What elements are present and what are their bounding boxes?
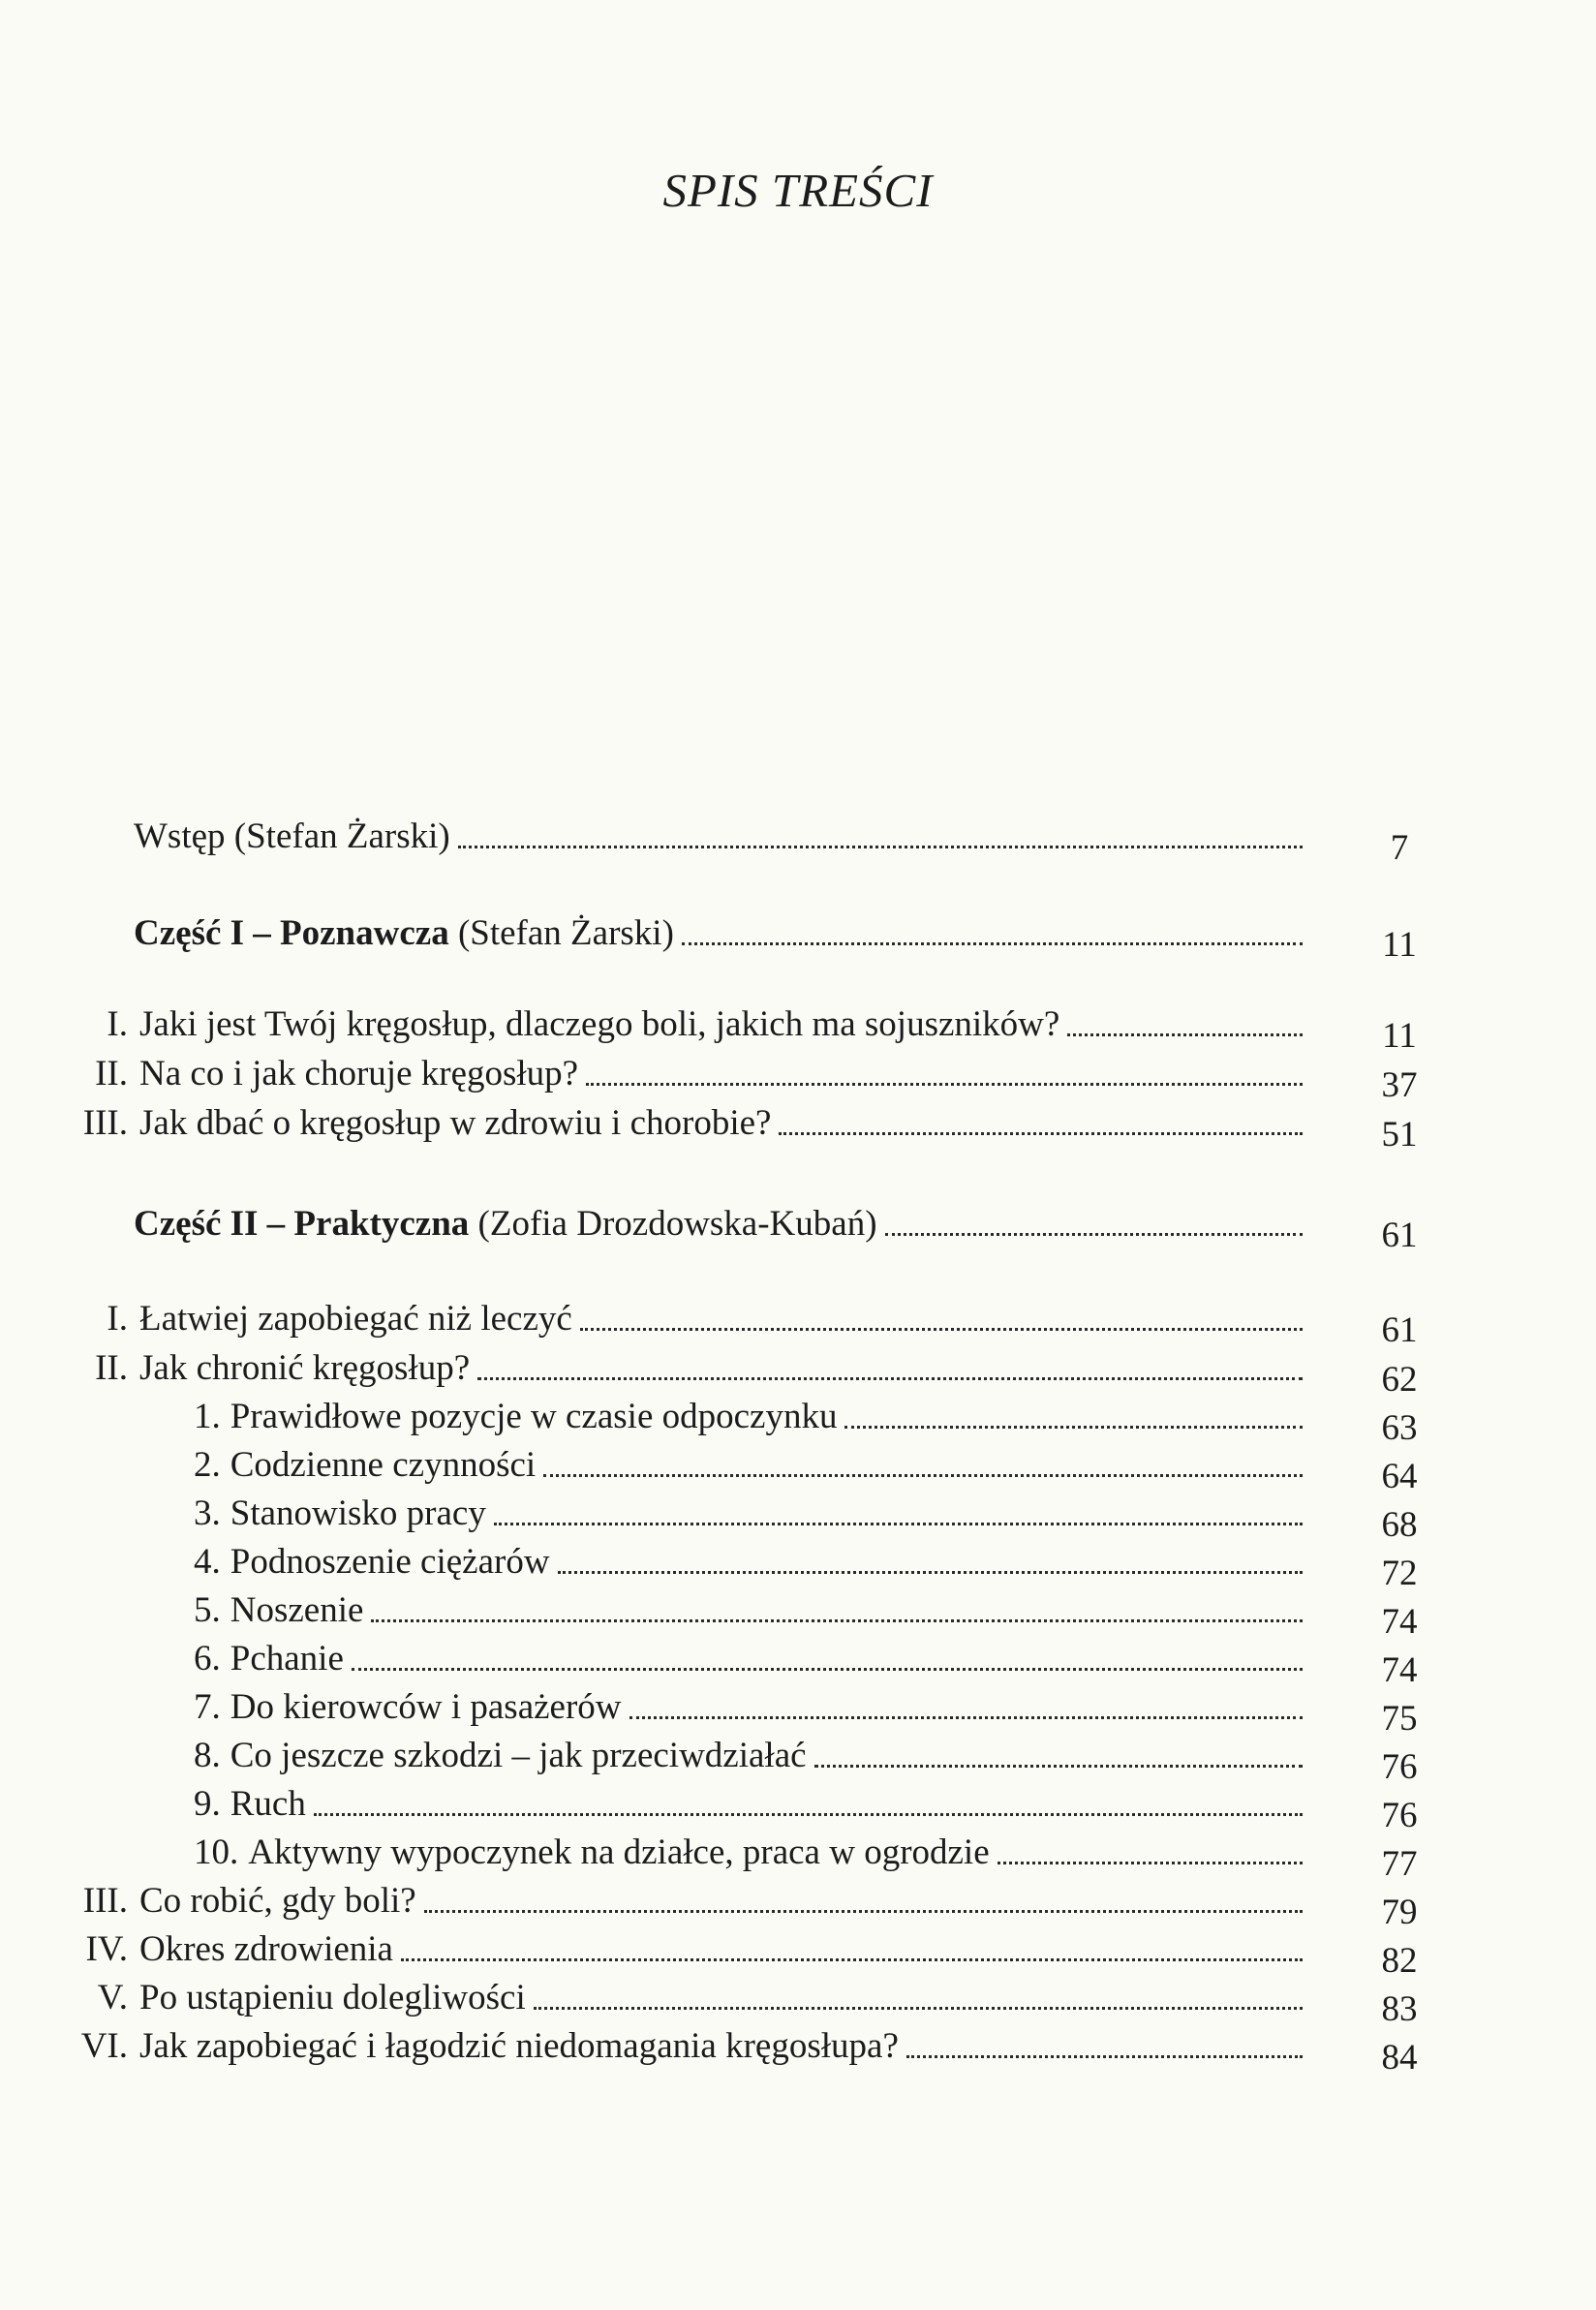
toc-page-number: 84 xyxy=(1381,2038,1418,2078)
toc-entry xyxy=(134,1201,1303,1247)
dot-leader xyxy=(814,1765,1303,1768)
dot-leader xyxy=(458,846,1303,848)
toc-entry-text: Prawidłowe pozycje w czasie odpoczynku xyxy=(230,1397,838,1436)
dot-leader xyxy=(906,2055,1303,2058)
dot-leader xyxy=(543,1474,1303,1477)
dot-leader xyxy=(844,1426,1303,1429)
toc-page-number: 76 xyxy=(1381,1796,1418,1835)
toc-entry-text: Jak zapobiegać i łagodzić niedomagania kręgosłupa? xyxy=(139,2026,899,2066)
dot-leader xyxy=(494,1523,1303,1525)
page-title: SPIS TREŚCI xyxy=(662,164,934,217)
toc-entry-text: Ruch xyxy=(230,1784,306,1824)
toc-entry-text: (Stefan Żarski) xyxy=(448,913,674,953)
toc-entry-title xyxy=(134,814,450,860)
dot-leader xyxy=(558,1571,1303,1574)
dot-leader xyxy=(885,1233,1303,1236)
dot-leader xyxy=(314,1813,1303,1816)
toc-page-number: 64 xyxy=(1381,1457,1418,1496)
toc-entry xyxy=(194,1684,1303,1731)
toc-page-number: 61 xyxy=(1381,1216,1418,1255)
toc-entry-title xyxy=(139,1051,578,1097)
toc-entry-text: Co jeszcze szkodzi – jak przeciwdziałać xyxy=(230,1736,807,1775)
dot-leader xyxy=(401,1958,1303,1961)
toc-entry-text: Na co i jak choruje kręgosłup? xyxy=(139,1054,579,1093)
toc-page-number: 72 xyxy=(1381,1554,1418,1593)
toc-entry-title xyxy=(134,910,674,957)
toc-page-number: 62 xyxy=(1381,1360,1418,1400)
dot-leader xyxy=(779,1132,1303,1135)
toc-entry xyxy=(62,1926,1303,1973)
dot-leader xyxy=(424,1910,1303,1913)
toc-part-label: Część II – Praktyczna xyxy=(134,1204,470,1244)
dot-leader xyxy=(998,1862,1303,1864)
toc-page-number: 83 xyxy=(1381,1989,1418,2029)
dot-leader xyxy=(629,1716,1303,1719)
toc-entry-text: Do kierowców i pasażerów xyxy=(230,1687,622,1727)
toc-page-number: 79 xyxy=(1381,1893,1418,1932)
toc-entry xyxy=(194,1733,1303,1779)
toc-page-number: 37 xyxy=(1381,1065,1418,1105)
dot-leader xyxy=(371,1619,1303,1622)
toc-number: 4. xyxy=(194,1542,221,1582)
toc-entry xyxy=(194,1636,1303,1682)
toc-roman-numeral: VI. xyxy=(80,2026,128,2066)
toc-entry xyxy=(134,910,1303,957)
toc-entry-title xyxy=(230,1733,807,1779)
toc-entry xyxy=(194,1587,1303,1634)
toc-entry-title xyxy=(139,1296,572,1342)
toc-entry-title xyxy=(230,1781,306,1828)
dot-leader xyxy=(586,1083,1303,1086)
toc-entry xyxy=(194,1539,1303,1586)
toc-entry xyxy=(62,1100,1303,1147)
toc-entry-title xyxy=(139,1001,1059,1048)
toc-number: 10. xyxy=(194,1833,239,1872)
toc-roman-numeral: II. xyxy=(95,1348,128,1388)
toc-page-number: 7 xyxy=(1390,828,1409,868)
dot-leader xyxy=(352,1668,1303,1671)
toc-number: 2. xyxy=(194,1445,221,1485)
toc-entry xyxy=(62,1878,1303,1925)
toc-page-number: 51 xyxy=(1381,1115,1418,1155)
toc-entry xyxy=(62,2023,1303,2070)
toc-entry-title xyxy=(248,1830,989,1876)
toc-page-number: 11 xyxy=(1382,1016,1417,1056)
toc-entry xyxy=(134,814,1303,860)
toc-entry-text: Codzienne czynności xyxy=(230,1445,537,1485)
dot-leader xyxy=(534,2007,1303,2010)
toc-entry xyxy=(62,1001,1303,1048)
toc-entry-text: Noszenie xyxy=(230,1590,364,1630)
toc-page-number: 76 xyxy=(1381,1747,1418,1787)
toc-page-number: 61 xyxy=(1381,1310,1418,1350)
toc-entry-title xyxy=(139,1878,416,1925)
dot-leader xyxy=(682,942,1303,945)
toc-entry-text: (Zofia Drozdowska-Kubań) xyxy=(469,1204,877,1244)
toc-entry-title xyxy=(230,1539,550,1586)
toc-entry xyxy=(194,1491,1303,1537)
toc-page-number: 74 xyxy=(1381,1602,1418,1642)
toc-number: 7. xyxy=(194,1687,221,1727)
toc-entry-text: Okres zdrowienia xyxy=(139,1929,393,1969)
toc-page-number: 74 xyxy=(1381,1650,1418,1690)
toc-entry-text: Łatwiej zapobiegać niż leczyć xyxy=(139,1299,572,1339)
toc-entry-text: Jaki jest Twój kręgosłup, dlaczego boli, jakich ma sojuszników? xyxy=(139,1004,1060,1044)
toc-entry-text: Co robić, gdy boli? xyxy=(139,1881,416,1921)
toc-page-number: 68 xyxy=(1381,1505,1418,1545)
toc-entry xyxy=(62,1345,1303,1392)
toc-page-number: 82 xyxy=(1381,1941,1418,1981)
toc-entry-title xyxy=(230,1587,364,1634)
toc-entry xyxy=(194,1781,1303,1828)
toc-entry-text: Jak dbać o kręgosłup w zdrowiu i chorobie? xyxy=(139,1103,772,1143)
toc-entry-title xyxy=(139,1345,470,1392)
toc-entry-text: Jak chronić kręgosłup? xyxy=(139,1348,471,1388)
dot-leader xyxy=(1067,1033,1303,1036)
toc-entry-text: Po ustąpieniu dolegliwości xyxy=(139,1978,526,2017)
toc-page-number: 63 xyxy=(1381,1408,1418,1448)
toc-part-label: Część I – Poznawcza xyxy=(134,913,449,953)
toc-entry-title xyxy=(139,1100,771,1147)
toc-page-number: 77 xyxy=(1381,1844,1418,1884)
toc-entry-title xyxy=(230,1636,344,1682)
toc-number: 9. xyxy=(194,1784,221,1824)
toc-entry-title xyxy=(230,1491,486,1537)
toc-entry-text: Podnoszenie ciężarów xyxy=(230,1542,550,1582)
toc-number: 5. xyxy=(194,1590,221,1630)
toc-entry-text: Aktywny wypoczynek na działce, praca w ogrodzie xyxy=(248,1833,990,1872)
toc-number: 6. xyxy=(194,1639,221,1679)
toc-page-number: 75 xyxy=(1381,1699,1418,1739)
toc-roman-numeral: I. xyxy=(107,1004,128,1044)
toc-entry xyxy=(62,1051,1303,1097)
toc-entry-title xyxy=(230,1394,838,1440)
toc-page-number: 11 xyxy=(1382,925,1417,965)
toc-entry-title xyxy=(230,1684,622,1731)
toc-roman-numeral: III. xyxy=(82,1881,128,1921)
toc-number: 3. xyxy=(194,1494,221,1533)
toc-entry xyxy=(194,1830,1303,1876)
toc-entry xyxy=(62,1975,1303,2021)
toc-roman-numeral: V. xyxy=(97,1978,128,2017)
toc-roman-numeral: IV. xyxy=(85,1929,128,1969)
toc-entry-title xyxy=(139,2023,899,2070)
toc-entry xyxy=(194,1442,1303,1489)
toc-roman-numeral: III. xyxy=(82,1103,128,1143)
toc-entry xyxy=(62,1296,1303,1342)
dot-leader xyxy=(477,1377,1303,1380)
toc-entry-title xyxy=(139,1926,393,1973)
toc-entry-title xyxy=(139,1975,526,2021)
toc-entry-text: Wstęp (Stefan Żarski) xyxy=(134,816,450,856)
toc-roman-numeral: I. xyxy=(107,1299,128,1339)
toc-number: 8. xyxy=(194,1736,221,1775)
toc-entry-text: Pchanie xyxy=(230,1639,344,1679)
toc-entry-text: Stanowisko pracy xyxy=(230,1494,486,1533)
toc-number: 1. xyxy=(194,1397,221,1436)
dot-leader xyxy=(580,1328,1303,1331)
toc-roman-numeral: II. xyxy=(95,1054,128,1093)
toc-entry-title xyxy=(230,1442,536,1489)
toc-entry-title xyxy=(134,1201,877,1247)
toc-entry xyxy=(194,1394,1303,1440)
